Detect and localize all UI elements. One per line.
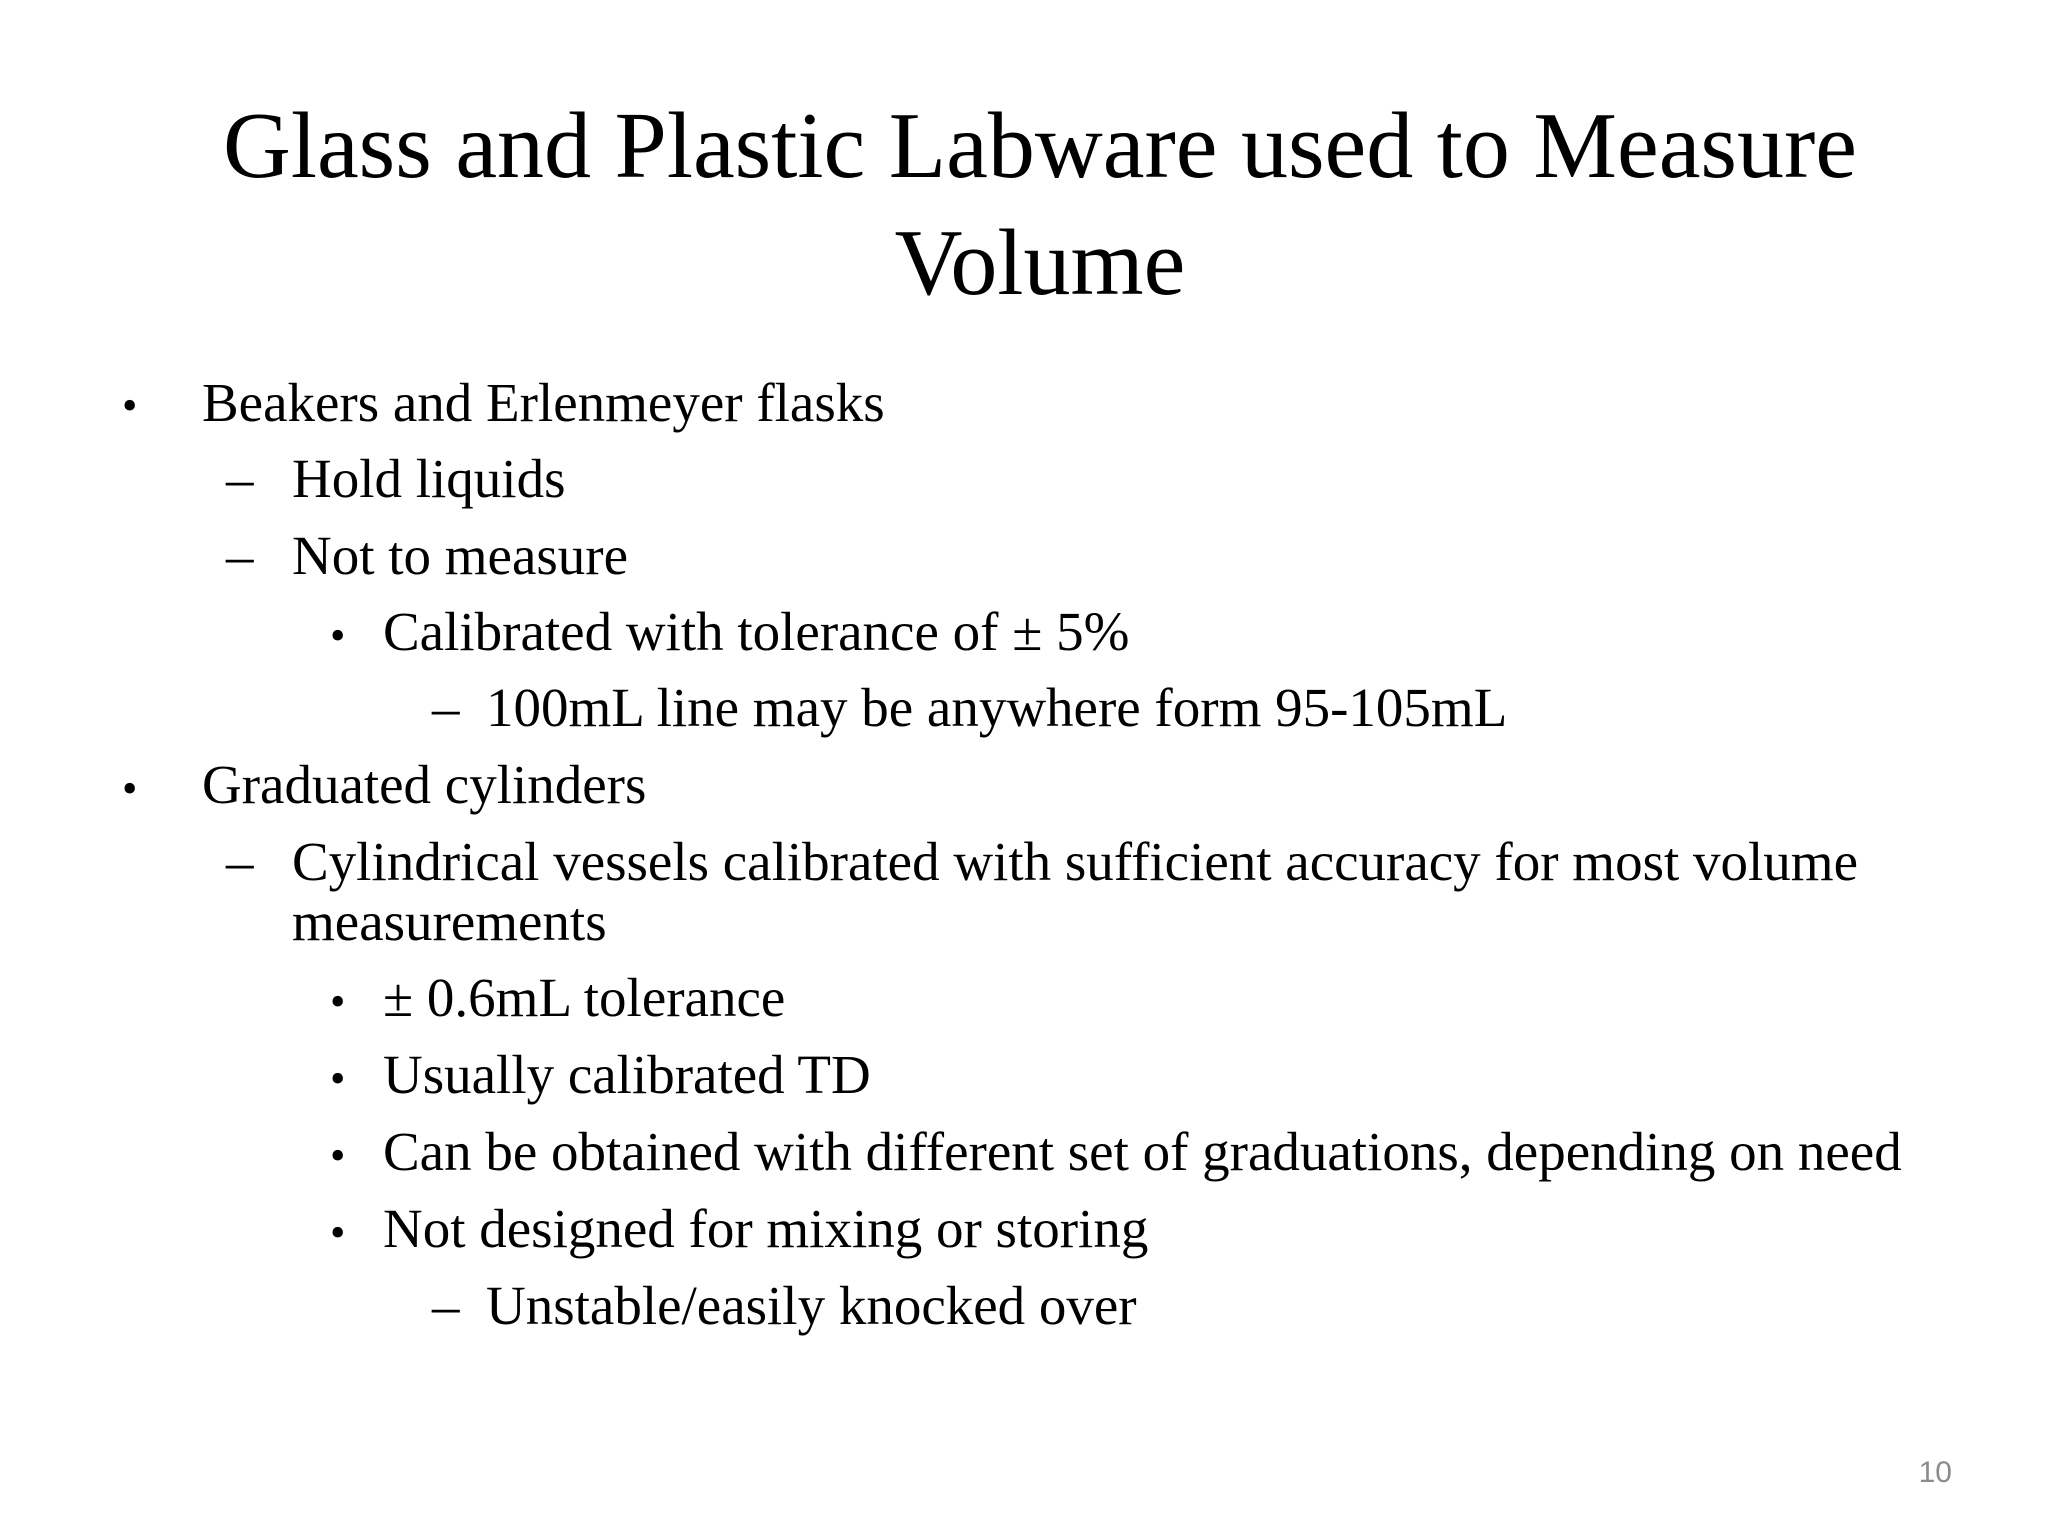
bullet-graduated-cylinders: Graduated cylinders xyxy=(202,754,647,815)
dash-icon: – xyxy=(226,525,254,586)
title-line-1: Glass and Plastic Labware used to Measure xyxy=(222,94,1858,198)
bullet-dot-icon: • xyxy=(330,1054,346,1103)
sub-sub-bullet-calibrated-td: Usually calibrated TD xyxy=(383,1044,871,1105)
bullet-dot-icon: • xyxy=(122,764,138,813)
sub-bullet-hold-liquids: Hold liquids xyxy=(292,448,566,509)
dash-icon: – xyxy=(226,448,254,509)
sub-bullet-not-to-measure: Not to measure xyxy=(292,525,629,586)
sub-sub-bullet-graduations: Can be obtained with different set of graduations, depending on need xyxy=(383,1121,1902,1182)
bullet-dot-icon: • xyxy=(330,1131,346,1180)
sub-sub-bullet-not-for-mixing: Not designed for mixing or storing xyxy=(383,1198,1149,1259)
bullet-dot-icon: • xyxy=(330,1208,346,1257)
bullet-beakers: Beakers and Erlenmeyer flasks xyxy=(202,372,885,433)
sub-sub-bullet-06ml-tolerance: ± 0.6mL tolerance xyxy=(383,967,786,1028)
bullet-dot-icon: • xyxy=(330,611,346,660)
bullet-dot-icon: • xyxy=(330,977,346,1026)
dash-icon: – xyxy=(226,831,254,892)
bullet-dot-icon: • xyxy=(122,381,138,430)
slide-title xyxy=(100,88,1980,322)
sub-sub-bullet-tolerance: Calibrated with tolerance of ± 5% xyxy=(383,601,1130,662)
level4-bullet-100ml-line: 100mL line may be anywhere form 95-105mL xyxy=(486,677,1508,738)
title-line-2: Volume xyxy=(894,211,1186,315)
level4-bullet-unstable: Unstable/easily knocked over xyxy=(486,1275,1137,1336)
dash-icon: – xyxy=(432,1275,460,1336)
dash-icon: – xyxy=(432,677,460,738)
sub-bullet-cylindrical-vessels-line2: measurements xyxy=(292,891,607,952)
sub-bullet-cylindrical-vessels-line1: Cylindrical vessels calibrated with sufficient accuracy for most volume xyxy=(292,831,1858,892)
page-number: 10 xyxy=(1918,1456,1952,1489)
